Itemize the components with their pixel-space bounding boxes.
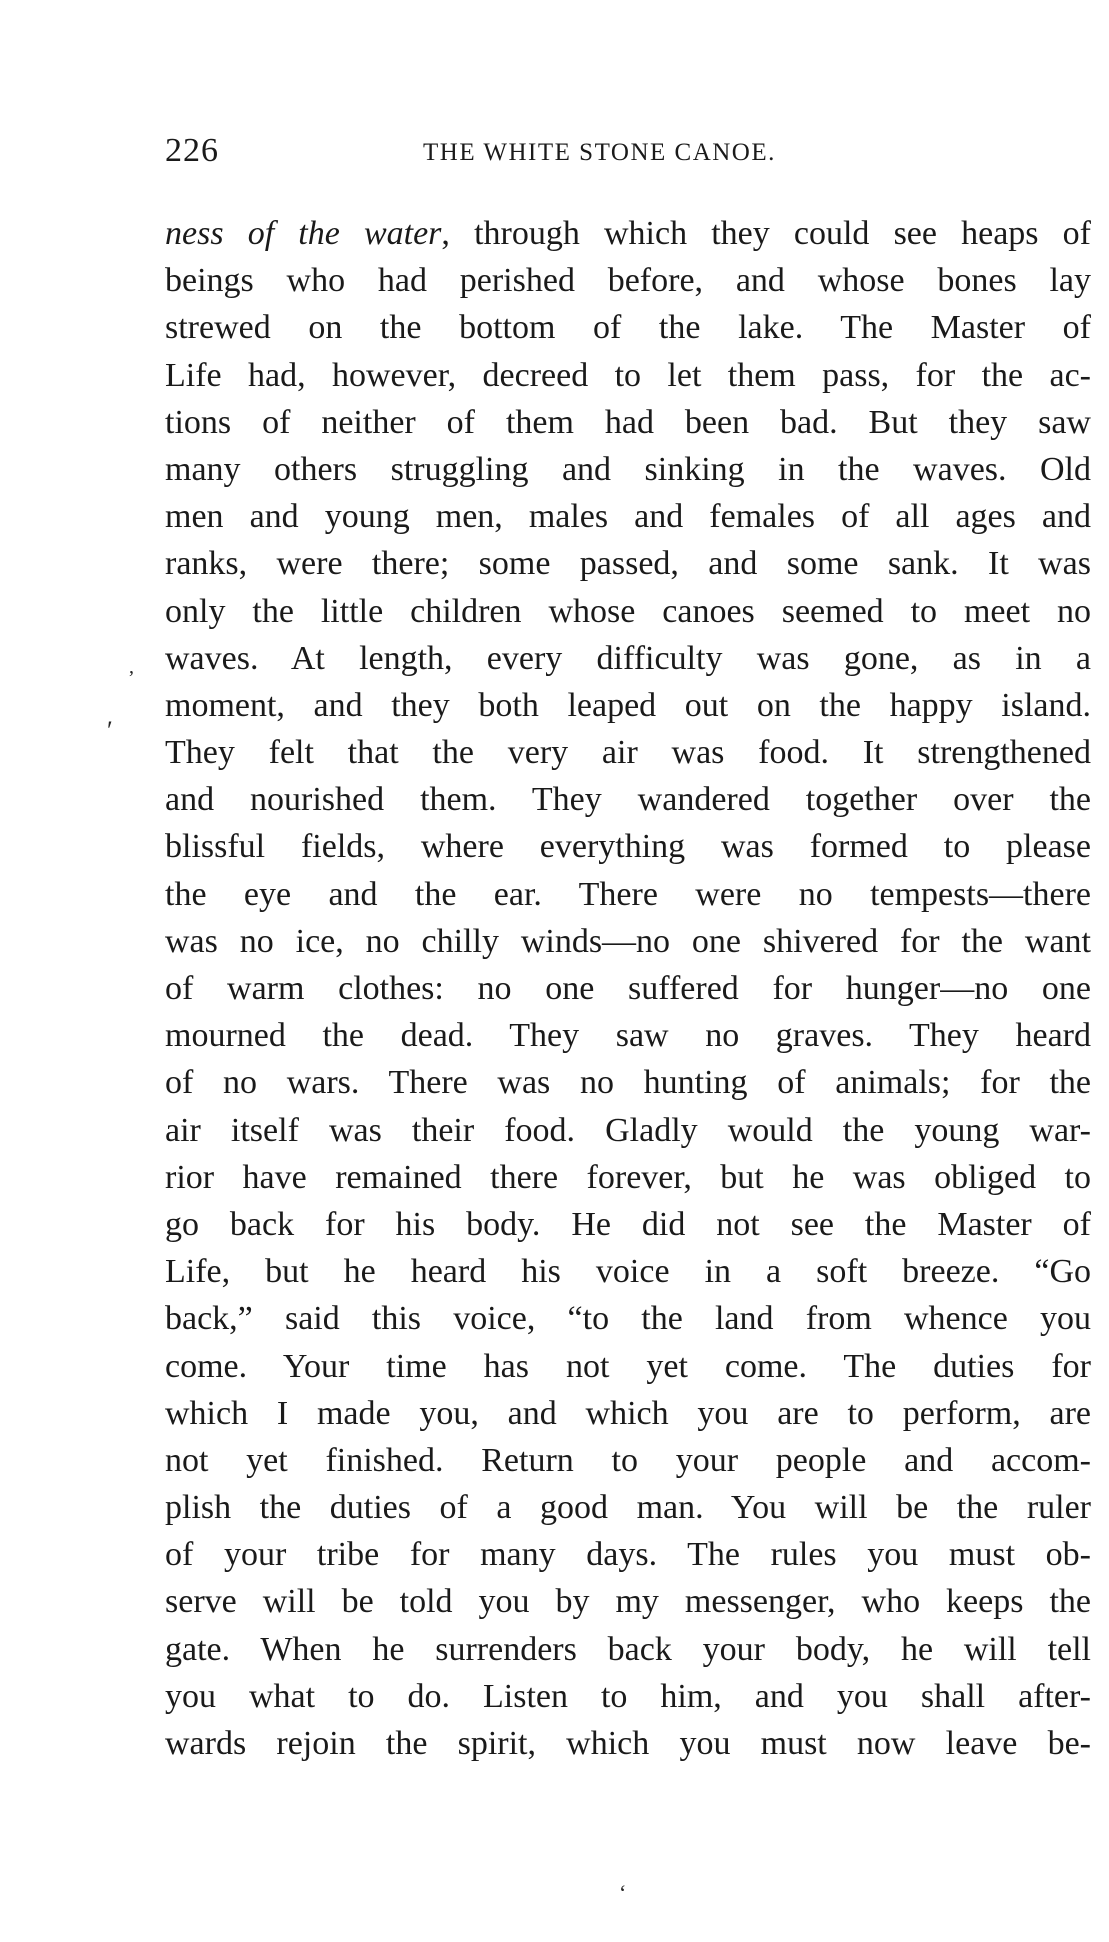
text-line: the eye and the ear. There were no tempests—there — [165, 875, 1091, 913]
text-line: of no wars. There was no hunting of animals; for the — [165, 1064, 1091, 1102]
text-line: Life had, however, decreed to let them pass, for the ac- — [165, 356, 1091, 394]
text-line: wards rejoin the spirit, which you must now leave be- — [165, 1725, 1091, 1762]
text-line: which I made you, and which you are to perform, are — [165, 1394, 1091, 1432]
text-line: plish the duties of a good man. You will be the ruler — [165, 1489, 1091, 1527]
text-line: you what to do. Listen to him, and you shall after- — [165, 1677, 1091, 1715]
footer-speck: ‘ — [619, 1880, 627, 1905]
text-line: moment, and they both leaped out on the happy island. — [165, 686, 1091, 724]
text-line: men and young men, males and females of all ages and — [165, 498, 1091, 536]
text-line: not yet finished. Return to your people and accom- — [165, 1441, 1091, 1479]
text-line: of warm clothes: no one suffered for hunger—no one — [165, 970, 1091, 1007]
text-line: of your tribe for many days. The rules you must ob- — [165, 1536, 1091, 1574]
text-line: come. Your time has not yet come. The duties for — [165, 1347, 1091, 1385]
text-line: strewed on the bottom of the lake. The Master of — [165, 309, 1091, 347]
text-line: only the little children whose canoes seemed to meet no — [165, 592, 1091, 630]
text-line: many others struggling and sinking in the waves. Old — [165, 450, 1091, 488]
text-line: ranks, were there; some passed, and some sank. It was — [165, 545, 1091, 583]
body-text — [165, 210, 1091, 1767]
text-line: rior have remained there forever, but he was obliged to — [165, 1158, 1091, 1196]
margin-speck: ‚ — [128, 656, 135, 678]
text-line: They felt that the very air was food. It strengthened — [165, 734, 1091, 772]
text-line: blissful fields, where everything was formed to please — [165, 828, 1091, 866]
running-head: THE WHITE STONE CANOE. — [423, 139, 776, 166]
text-line: tions of neither of them had been bad. But they saw — [165, 403, 1091, 441]
text-line: was no ice, no chilly winds—no one shivered for the want — [165, 922, 1091, 960]
text-line: gate. When he surrenders back your body, he will tell — [165, 1630, 1091, 1668]
text-line: back,” said this voice, “to the land from whence you — [165, 1300, 1091, 1338]
text-line: and nourished them. They wandered together over the — [165, 781, 1091, 819]
page-number: 226 — [165, 132, 219, 169]
text-line: mourned the dead. They saw no graves. They heard — [165, 1017, 1091, 1055]
italic-phrase: ness of the water — [165, 215, 442, 252]
text-line: go back for his body. He did not see the Master of — [165, 1205, 1091, 1243]
page-header — [165, 128, 1091, 174]
text-line: air itself was their food. Gladly would the young war- — [165, 1111, 1091, 1149]
text-line: Life, but he heard his voice in a soft breeze. “Go — [165, 1253, 1091, 1291]
text-line: waves. At length, every difficulty was gone, as in a — [165, 639, 1091, 677]
text-line: beings who had perished before, and whose bones lay — [165, 262, 1091, 300]
text-line: serve will be told you by my messenger, who keeps the — [165, 1583, 1091, 1621]
margin-speck: ′ — [107, 716, 113, 745]
text-line: ness of the water, through which they could see heaps of — [165, 215, 1091, 252]
